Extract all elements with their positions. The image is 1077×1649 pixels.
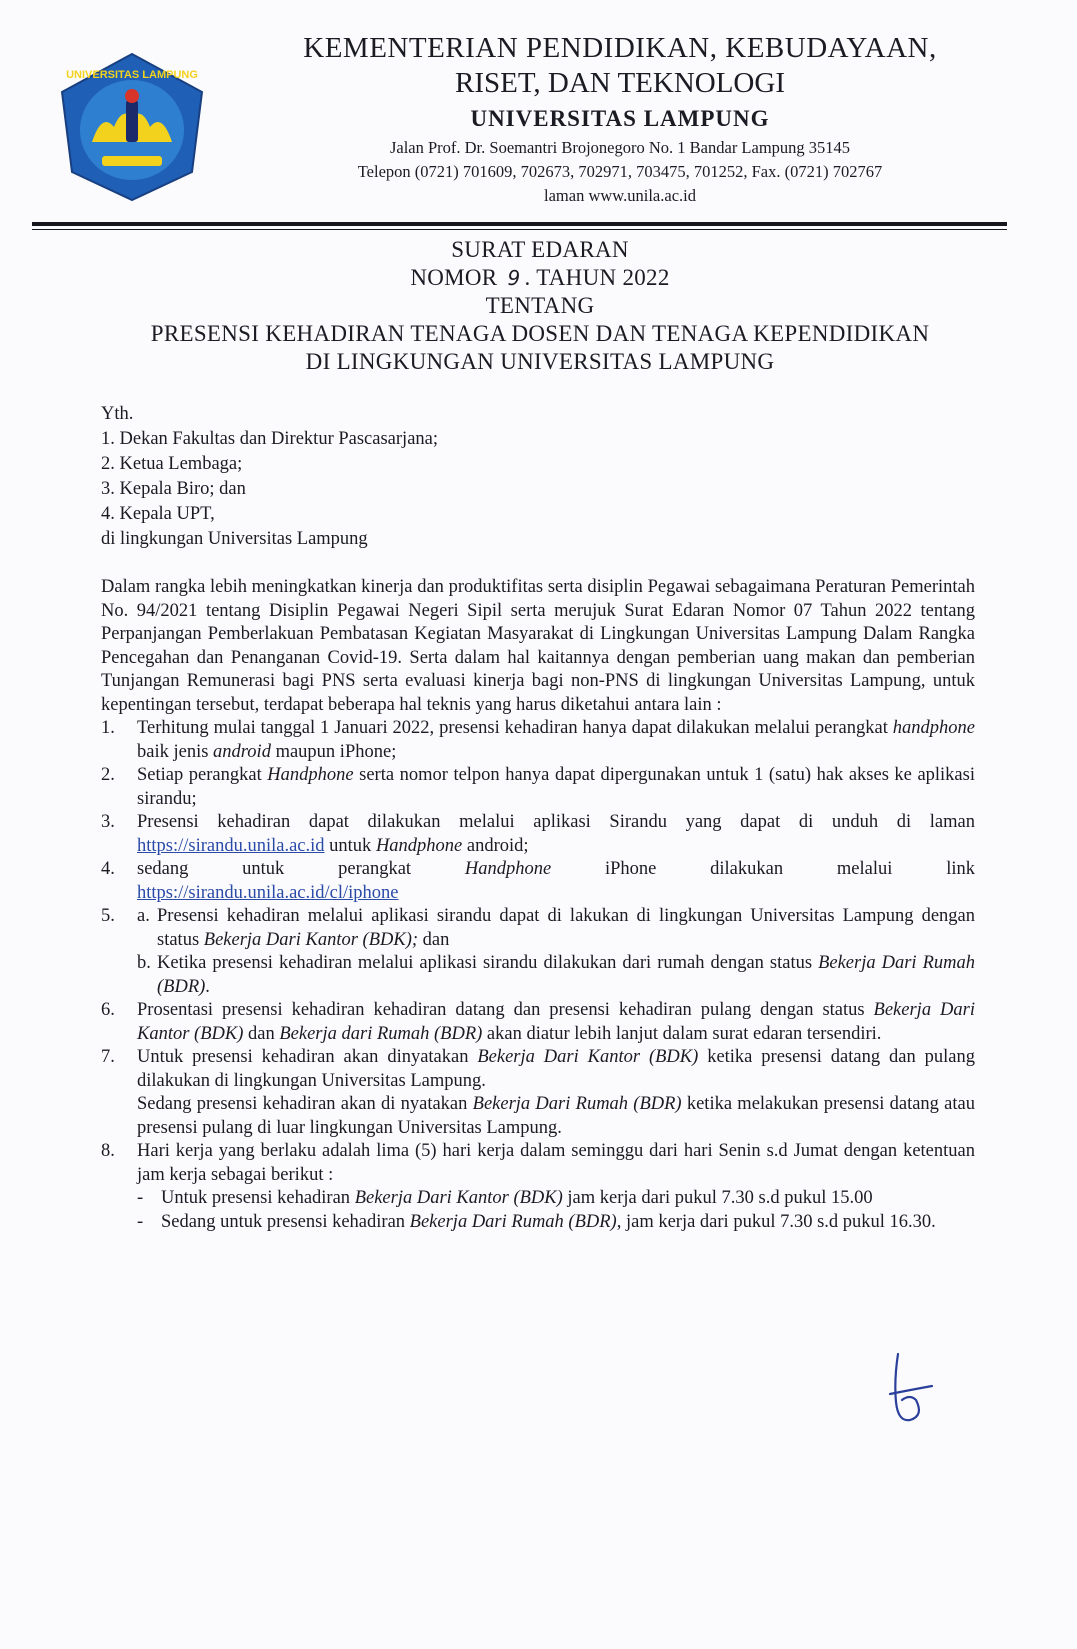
text: link [946,859,975,879]
text: Prosentasi presensi kehadiran kehadiran datang dan presensi kehadiran pulang dengan status [137,1000,874,1020]
subject-line-1: PRESENSI KEHADIRAN TENAGA DOSEN DAN TENAGA KEPENDIDIKAN [150,321,930,346]
university-name: UNIVERSITAS LAMPUNG [470,106,770,131]
point-8-sub-2 [137,1211,975,1235]
letterhead [260,30,980,208]
nomor-value: 9 [507,266,521,290]
text: serta nomor telpon hanya dapat dipergunakan untuk 1 (satu) hak akses ke aplikasi sirandu; [137,765,975,809]
text: Presensi kehadiran dapat dilakukan melalui aplikasi Sirandu yang dapat di unduh di laman [137,812,975,832]
addressees [101,402,438,552]
item-number: 3. [101,479,115,499]
text-italic: Handphone [464,859,552,879]
point-5a [137,905,975,952]
svg-text:UNIVERSITAS LAMPUNG: UNIVERSITAS LAMPUNG [66,69,198,81]
letter-number [60,264,1020,292]
addressee-closing: di lingkungan Universitas Lampung [101,529,368,549]
text: Untuk presensi kehadiran akan dinyatakan [137,1047,478,1067]
text: Presensi kehadiran melalui aplikasi sirandu dapat di lakukan di lingkungan Universitas Lampung dengan status [157,906,975,950]
point-number: 6. [101,1000,115,1020]
item-text: Kepala Biro; dan [119,479,246,499]
text-italic: Bekerja Dari Kantor (BDK) [137,1000,975,1044]
point-number: 4. [101,859,115,879]
point-7 [101,1046,975,1140]
nomor-year: TAHUN 2022 [536,265,670,290]
text: Sedang untuk presensi kehadiran [161,1211,410,1232]
text: sedang [137,859,189,879]
point-4 [101,858,975,905]
text: Sedang presensi kehadiran akan di nyatakan [137,1094,473,1114]
text: Terhitung mulai tanggal 1 Januari 2022, presensi kehadiran hanya dapat dilakukan melalui perangkat [137,718,893,738]
sirandu-link[interactable]: https://sirandu.unila.ac.id [137,835,325,856]
intro-paragraph: Dalam rangka lebih meningkatkan kinerja dan produktifitas serta disiplin Pegawai sebagaimana Peraturan Pemerintah No. 94/2021 tentang Disiplin Pegawai Negeri Sipil serta merujuk Surat Edaran Nomor 07 Tahun 2022 tentang Perpanjangan Pemberlakuan Pembatasan Kegiatan Masyarakat di Lingkungan Universitas Lampung Dalam Rangka Pencegahan dan Penanganan Covid-19. Serta dalam hal kaitannya dengan pemberian uang makan dan pemberian Tunjangan Remunerasi bagi PNS serta evaluasi kinerja bagi non-PNS di lingkungan Universitas Lampung, untuk kepentingan tersebut, terdapat beberapa hal teknis yang harus diketahui antara lain : [101,577,975,715]
point-number: 5. [101,906,115,926]
text: maupun iPhone; [270,741,397,762]
header-rule-thick [32,222,1007,226]
text: dan [243,1023,280,1044]
text-italic: Bekerja Dari Kantor (BDK) [477,1047,699,1067]
text: , jam kerja dari pukul 7.30 s.d pukul 16.30. [616,1211,936,1232]
point-4-line [137,858,975,882]
text: baik jenis [137,741,214,762]
item-number: 2. [101,454,115,474]
point-8 [101,1140,975,1234]
text: untuk [242,859,285,879]
header-rule-thin [32,229,1007,230]
item-number: 4. [101,504,115,524]
addressee-item [101,452,438,477]
addressee-item [101,502,438,527]
text-italic: Bekerja Dari Rumah (BDR) [157,953,975,997]
ministry-line-1: KEMENTERIAN PENDIDIKAN, KEBUDAYAAN, [303,32,937,64]
text: dan [418,929,450,950]
item-number: 1. [101,429,115,449]
text-italic: Handphone [375,835,463,856]
letter-type: SURAT EDARAN [451,237,629,262]
initial-signature [880,1350,940,1430]
text: dilakukan [710,859,784,879]
item-text: Kepala UPT, [119,504,215,524]
sub-number: b. [137,953,151,973]
text-italic: Bekerja Dari Kantor (BDK); [203,929,419,950]
text-italic: Bekerja Dari Rumah (BDR) [409,1211,617,1232]
ministry-line-2: RISET, DAN TEKNOLOGI [455,67,785,99]
point-number: 8. [101,1141,115,1161]
point-6 [101,999,975,1046]
bullet: - [137,1188,144,1208]
text: Untuk presensi kehadiran [161,1188,355,1208]
point-number: 7. [101,1047,115,1067]
point-number: 1. [101,718,115,738]
text: jam kerja dari pukul 7.30 s.d pukul 15.00 [562,1188,873,1208]
text: Ketika presensi kehadiran melalui aplikasi sirandu dilakukan dari rumah dengan status [157,953,819,973]
addressee-item [101,477,438,502]
text: melalui [836,859,893,879]
point-number: 2. [101,765,115,785]
text: android; [462,835,529,856]
text-italic: handphone [892,718,975,738]
subject-line-2: DI LINGKUNGAN UNIVERSITAS LAMPUNG [305,349,775,374]
point-number: 3. [101,812,115,832]
text-italic: android [213,741,271,762]
text: akan diatur lebih lanjut dalam surat edaran tersendiri. [482,1023,882,1044]
text: ketika melakukan presensi datang atau presensi pulang di luar lingkungan Universitas Lampung. [137,1094,975,1138]
item-text: Ketua Lembaga; [119,454,243,474]
address-line: Jalan Prof. Dr. Soemantri Brojonegoro No. 1 Bandar Lampung 35145 [389,138,851,157]
text: Hari kerja yang berlaku adalah lima (5) hari kerja dalam seminggu dari hari Senin s.d Jumat dengan ketentuan jam kerja sebagai berikut : [137,1141,975,1185]
about-label: TENTANG [485,293,595,318]
text-italic: Bekerja dari Rumah (BDR) [279,1023,483,1044]
text-italic: Bekerja Dari Kantor (BDK) [354,1188,563,1208]
letter-body [101,576,975,1234]
item-text: Dekan Fakultas dan Direktur Pascasarjana; [119,429,439,449]
nomor-label: NOMOR [410,265,498,290]
university-logo [52,52,212,202]
text-italic: Bekerja Dari Rumah (BDR) [472,1094,682,1114]
sub-number: a. [137,906,150,926]
points-list [101,717,975,1234]
nomor-separator: . [524,265,531,290]
text: Setiap perangkat [137,765,268,785]
salutation: Yth. [101,404,134,424]
phone-line: Telepon (0721) 701609, 702673, 702971, 703475, 701252, Fax. (0721) 702767 [357,162,883,181]
point-8-sub-1 [137,1187,975,1211]
point-5b [137,952,975,999]
point-2 [101,764,975,811]
addressee-item [101,427,438,452]
text: untuk [324,835,376,856]
text: . [205,976,210,997]
text: ketika presensi datang dan pulang dilakukan di lingkungan Universitas Lampung. [137,1047,975,1091]
point-3 [101,811,975,858]
iphone-link[interactable]: https://sirandu.unila.ac.id/cl/iphone [137,882,399,903]
point-5 [101,905,975,999]
point-1 [101,717,975,764]
text-italic: Handphone [267,765,354,785]
text: perangkat [338,859,412,879]
website-line: laman www.unila.ac.id [544,186,696,205]
bullet: - [137,1211,144,1232]
text: iPhone [604,859,657,879]
